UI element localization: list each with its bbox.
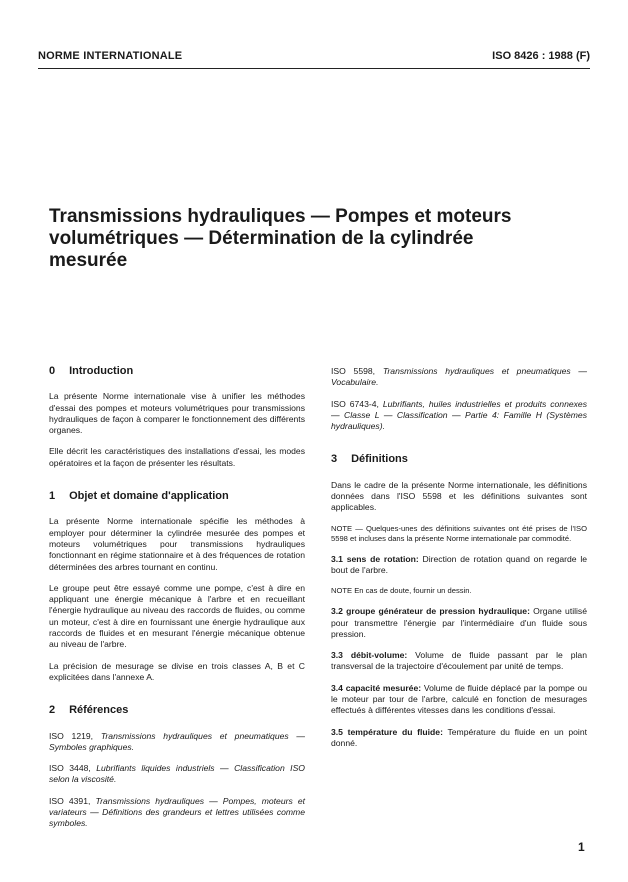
reference-title: Transmissions hydrauliques — Pompes, moteurs et variateurs — Définitions des grandeurs et lettres utilisées comme symboles. <box>49 795 306 829</box>
definition-item <box>331 727 587 750</box>
standard-type-label: NORME INTERNATIONALE <box>38 50 183 62</box>
right-column <box>331 366 587 759</box>
section-number: 3 <box>331 453 338 466</box>
definition-term: groupe générateur de pression hydraulique: <box>346 606 530 617</box>
reference-title: Transmissions hydrauliques et pneumatiques — Symboles graphiques. <box>49 730 306 752</box>
section-title: Définitions <box>351 453 408 466</box>
reference-title: Lubrifiants liquides industriels — Classification ISO selon la viscosité. <box>49 763 305 785</box>
reference-title: Lubrifiants, huiles industrielles et produits connexes — Classe L — Classification — Partie 4: Famille H (Systèmes hydrauliques). <box>331 398 587 432</box>
definition-number: 3.2 <box>331 606 343 617</box>
reference-item <box>49 763 305 786</box>
reference-item <box>49 731 305 754</box>
section-number: 0 <box>49 365 56 377</box>
reference-code: ISO 1219, <box>49 730 94 741</box>
section-title: Objet et domaine d'application <box>69 490 229 503</box>
document-title <box>49 206 569 272</box>
title-line-2: volumétriques — Détermination de la cylindrée <box>49 228 474 249</box>
definition-text: Organe utilisé pour transmettre l'énergie par l'intermédiaire d'un fluide sous pression. <box>331 606 588 639</box>
reference-code: ISO 3448, <box>49 763 91 774</box>
section-number: 1 <box>49 490 56 503</box>
title-line-1: Transmissions hydrauliques — Pompes et moteurs <box>49 206 512 227</box>
definition-number: 3.5 <box>331 726 343 737</box>
page-number: 1 <box>578 840 585 854</box>
definition-text: Température du fluide en un point donné. <box>331 726 587 748</box>
definition-number: 3.4 <box>331 682 343 693</box>
section-3-heading <box>331 454 587 465</box>
definition-item <box>331 683 587 717</box>
intro-paragraph-1: La présente Norme internationale vise à unifier les méthodes d'essai des pompes et moteurs volumétriques pour transmissions hydrauliques de façon à comparer le fonctionnement des différents organes. <box>49 391 305 436</box>
scope-paragraph-1: La présente Norme internationale spécifie les méthodes à employer pour déterminer la cylindrée mesurée des pompes et moteurs volumétriques pour transmissions hydrauliques fonctionnant en régime stationnaire et à des fréquences de rotation déterminées des arbres tournant en continu. <box>49 516 305 572</box>
section-1-heading <box>49 491 305 502</box>
standard-reference: ISO 8426 : 1988 (F) <box>492 50 590 62</box>
definition-term: température du fluide: <box>347 726 443 737</box>
definitions-note: NOTE — Quelques-unes des définitions suivantes ont été prises de l'ISO 5598 et incluses dans la présente Norme internationale par commodité. <box>331 523 587 543</box>
definition-number: 3.3 <box>331 650 343 661</box>
intro-paragraph-2: Elle décrit les caractéristiques des installations d'essai, les modes opératoires et la façon de présenter les résultats. <box>49 446 305 468</box>
header-rule <box>38 68 590 69</box>
definition-term: sens de rotation: <box>346 553 419 564</box>
reference-code: ISO 4391, <box>49 795 91 806</box>
reference-item <box>49 796 305 830</box>
definition-text: Direction de rotation quand on regarde le bout de l'arbre. <box>331 553 588 575</box>
definition-item <box>331 650 587 673</box>
reference-code: ISO 6743-4, <box>331 398 379 409</box>
definition-item <box>331 606 587 640</box>
title-line-3: mesurée <box>49 250 128 271</box>
definition-text: Volume de fluide déplacé par la pompe ou le moteur par tour de l'arbre, calculé en fonction de mesurages effectués à différentes vitesses dans les conditions d'essai. <box>331 682 588 716</box>
reference-code: ISO 5598, <box>331 366 376 376</box>
definition-text: Volume de fluide passant par le plan transversal de la trajectoire d'écoulement par unité de temps. <box>331 650 587 672</box>
definition-number: 3.1 <box>331 553 343 564</box>
drawing-note: NOTE En cas de doute, fournir un dessin. <box>331 586 472 596</box>
section-title: Introduction <box>69 365 134 377</box>
scope-paragraph-3: La précision de mesurage se divise en trois classes A, B et C explicitées dans l'annexe A. <box>49 660 305 682</box>
definition-item <box>331 554 587 577</box>
reference-item <box>331 399 587 433</box>
scope-paragraph-2: Le groupe peut être essayé comme une pompe, c'est à dire en appliquant une énergie mécanique à l'arbre et en recueillant l'énergie hydraulique au niveau des raccords de fluides, ou comme un moteur, c'est à dire en fournissant une énergie hydraulique aux raccords de fluides et en mesurant l'énergie mécanique obtenue au niveau de l'arbre. <box>49 582 305 650</box>
section-0-heading <box>49 366 305 377</box>
definition-term: capacité mesurée: <box>345 682 422 693</box>
section-2-heading <box>49 705 305 716</box>
left-column <box>49 366 305 840</box>
page-header <box>38 44 590 68</box>
reference-item <box>331 366 587 389</box>
definitions-intro: Dans le cadre de la présente Norme internationale, les définitions données dans l'ISO 5598 et les définitions suivantes sont applicables. <box>331 479 587 513</box>
section-number: 2 <box>49 704 56 717</box>
reference-title: Transmissions hydrauliques et pneumatiques — Vocabulaire. <box>331 366 588 388</box>
section-title: Références <box>69 704 129 717</box>
definition-term: débit-volume: <box>350 650 408 661</box>
